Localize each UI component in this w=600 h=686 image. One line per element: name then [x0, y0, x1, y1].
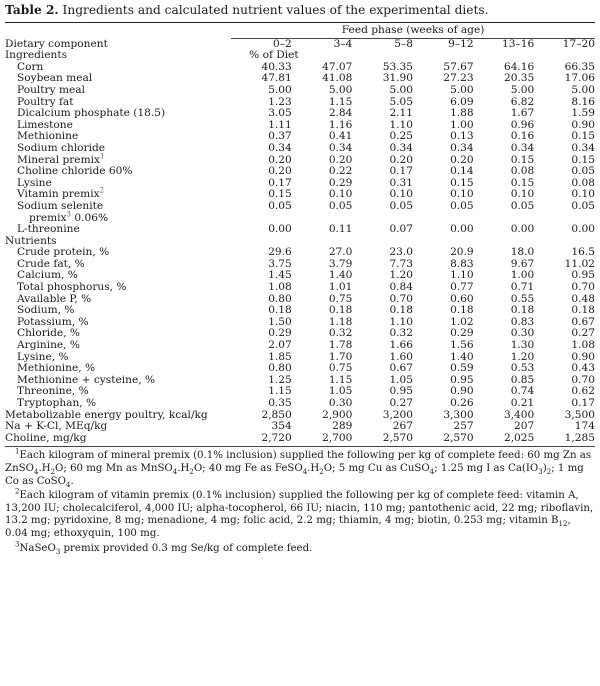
- table-cell: 0.05: [268, 199, 292, 212]
- row-label: Corn: [17, 60, 44, 73]
- row-label: Calcium, %: [17, 269, 78, 282]
- table-cell: 0.20: [328, 153, 353, 166]
- table-row: [5, 108, 595, 120]
- row-label: Sodium selenite: [17, 199, 104, 212]
- table-cell: 2,720: [261, 431, 292, 444]
- table-cell: 1.66: [389, 339, 414, 352]
- table-cell: 1.18: [328, 315, 353, 328]
- footnote-1: $^1$Each kilogram of mineral premix (0.1% inclusion) supplied the following per kg of complete feed: 60 mg Zn as $ZnSO_4.H_2O$; 60 mg Mn as $MnSO_4.H_2O$; 40 mg Fe as $FeSO_4.H_2O$; 5 mg Cu as CuSO$_4$; 1.25 mg I as $Ca(IO_3)_2$; 1 mg Co as CoSO$_4$.: [5, 447, 592, 489]
- table-cell: 0.35: [268, 397, 292, 409]
- table-cell: 1.23: [268, 95, 292, 108]
- table-cell: 0.15: [268, 188, 292, 201]
- table-cell: 0.05: [571, 165, 595, 178]
- row-label-header: Dietary component: [5, 37, 108, 50]
- row-label: Lysine: [17, 176, 52, 189]
- table-cell: 0.67: [571, 315, 595, 328]
- row-label: Poultry meal: [17, 83, 85, 96]
- table-cell: 0.08: [510, 165, 535, 178]
- row-label: Mineral premix$^1$: [17, 152, 105, 166]
- table-cell: 0.10: [389, 188, 414, 201]
- footnote-mark[interactable]: 2: [99, 186, 105, 195]
- table-cell: 5.05: [389, 95, 414, 108]
- table-cell: 5.00: [389, 83, 414, 96]
- table-cell: 0.48: [571, 292, 595, 305]
- table-row: [5, 166, 595, 178]
- table-cell: 57.67: [443, 60, 474, 73]
- table-cell: 0.15: [450, 176, 474, 189]
- row-label: Choline chloride 60%: [17, 165, 133, 178]
- row-label: Tryptophan, %: [17, 397, 97, 409]
- table-caption: Ingredients and calculated nutrient values of the experimental diets.: [62, 3, 489, 17]
- row-label: Available P, %: [17, 292, 92, 305]
- table-cell: 0.00: [450, 223, 474, 236]
- row-label: Na + K-Cl, MEq/kg: [5, 420, 108, 433]
- table-cell: 0.84: [389, 281, 414, 294]
- table-cell: 6.09: [450, 95, 474, 108]
- table-cell: 64.16: [503, 60, 535, 73]
- table-cell: 207: [514, 420, 535, 433]
- table-cell: 3.05: [268, 107, 292, 120]
- table-cell: 47.81: [261, 72, 292, 85]
- table-cell: 2,570: [382, 431, 414, 444]
- table-cell: 2.07: [268, 339, 292, 352]
- unit-label: % of Diet: [249, 49, 299, 62]
- table-row: [5, 328, 595, 340]
- table-cell: 2,700: [322, 431, 353, 444]
- table-cell: 0.83: [510, 315, 535, 328]
- row-label: Dicalcium phosphate (18.5): [17, 107, 166, 120]
- table-cell: 1.50: [268, 315, 292, 328]
- row-label: Soybean meal: [17, 72, 93, 85]
- table-cell: 9.67: [510, 257, 535, 270]
- table-cell: 1.08: [571, 339, 595, 352]
- table-cell: 2,850: [261, 408, 292, 421]
- table-cell: 0.00: [571, 223, 595, 236]
- table-cell: 0.15: [571, 130, 595, 143]
- table-cell: 0.30: [510, 327, 535, 340]
- table-cell: 0.14: [450, 165, 474, 178]
- table-cell: 0.62: [571, 385, 595, 398]
- table-cell: 18.0: [510, 246, 535, 259]
- table-cell: 0.90: [450, 385, 474, 398]
- table-row: [5, 247, 595, 259]
- table-row: [5, 213, 595, 225]
- row-label: Potassium, %: [17, 315, 89, 328]
- table-cell: 1.25: [268, 373, 292, 386]
- table-row: [5, 73, 595, 85]
- table-row: [5, 85, 595, 97]
- row-label: Crude fat, %: [17, 257, 85, 270]
- table-cell: 0.59: [450, 362, 474, 375]
- table-cell: 0.18: [510, 304, 535, 317]
- table-cell: 0.80: [268, 292, 292, 305]
- table-cell: 5.00: [510, 83, 535, 96]
- table-cell: 0.34: [268, 141, 292, 154]
- table-title: [5, 2, 595, 18]
- table-cell: 3,500: [564, 408, 595, 421]
- table-cell: 0.07: [389, 223, 414, 236]
- table-cell: 1.88: [450, 107, 474, 120]
- table-cell: 0.34: [328, 141, 353, 154]
- table-cell: 1.16: [328, 118, 353, 131]
- table-row: [5, 282, 595, 294]
- table-cell: 0.75: [328, 362, 353, 375]
- table-cell: 0.95: [571, 269, 595, 282]
- table-row: [5, 224, 595, 236]
- table-cell: 0.20: [389, 153, 414, 166]
- table-cell: 0.20: [450, 153, 474, 166]
- row-label: Metabolizable energy poultry, kcal/kg: [5, 408, 208, 421]
- table-cell: 0.05: [389, 199, 414, 212]
- table-cell: 0.17: [571, 397, 595, 409]
- table-cell: 0.20: [268, 153, 292, 166]
- table-row: [5, 340, 595, 352]
- table-cell: 11.02: [564, 257, 595, 270]
- table-cell: 1.78: [328, 339, 353, 352]
- table-row: [5, 294, 595, 306]
- phase-header: 9–12: [448, 37, 474, 50]
- table-cell: 3,400: [503, 408, 535, 421]
- table-cell: 0.29: [268, 327, 292, 340]
- table-cell: 1.08: [268, 281, 292, 294]
- table-cell: 0.05: [328, 199, 353, 212]
- table-cell: 5.00: [268, 83, 292, 96]
- table-cell: 0.37: [268, 130, 292, 143]
- table-cell: 1.05: [328, 385, 353, 398]
- table-cell: 0.96: [510, 118, 535, 131]
- table-cell: 3.75: [268, 257, 292, 270]
- table-cell: 0.18: [328, 304, 353, 317]
- table-label: Table 2.: [5, 3, 59, 17]
- row-label: Choline, mg/kg: [5, 431, 87, 444]
- table-cell: 0.26: [450, 397, 474, 409]
- table-cell: 1.02: [450, 315, 474, 328]
- table-cell: 0.60: [450, 292, 474, 305]
- table-cell: 1.45: [268, 269, 292, 282]
- table-cell: 0.18: [571, 304, 595, 317]
- table-cell: 0.00: [268, 223, 292, 236]
- table-cell: 0.11: [328, 223, 353, 236]
- row-label: Poultry fat: [17, 95, 74, 108]
- table-cell: 1.10: [389, 315, 414, 328]
- table-cell: 0.13: [450, 130, 474, 143]
- table-cell: 0.71: [510, 281, 535, 294]
- table-cell: 8.16: [571, 95, 595, 108]
- phase-header: 17–20: [562, 37, 595, 50]
- table-cell: 0.34: [510, 141, 535, 154]
- table-cell: 0.27: [571, 327, 595, 340]
- table-cell: 0.22: [328, 165, 353, 178]
- table-cell: 0.16: [510, 130, 535, 143]
- table-cell: 7.73: [389, 257, 414, 270]
- table-cell: 0.08: [571, 176, 595, 189]
- table-cell: 0.21: [510, 397, 535, 409]
- section-label-nutrients: Nutrients: [5, 234, 57, 247]
- table-cell: 1.15: [268, 385, 292, 398]
- table-cell: 1.15: [328, 373, 353, 386]
- phase-header: 3–4: [333, 37, 353, 50]
- phase-header: 0–2: [273, 37, 292, 50]
- feed-phase-header: Feed phase (weeks of age): [231, 23, 595, 39]
- table-cell: 0.75: [328, 292, 353, 305]
- table-cell: 0.90: [571, 350, 595, 363]
- table-cell: 17.06: [564, 72, 595, 85]
- table-cell: 1.11: [268, 118, 292, 131]
- table-row: [5, 433, 595, 445]
- table-cell: 3,300: [443, 408, 474, 421]
- row-label: Sodium, %: [17, 304, 75, 317]
- table-cell: 1.10: [450, 269, 474, 282]
- table-cell: 0.70: [571, 373, 595, 386]
- table-cell: 0.05: [450, 199, 474, 212]
- table-cell: 1,285: [564, 431, 595, 444]
- footnote-2: $^2$Each kilogram of vitamin premix (0.1% inclusion) supplied the following per kg of complete feed: vitamin A, 13,200 IU; cholecalciferol, 4,000 IU; alpha-tocopherol, 66 IU; niacin, 110 mg; pantothenic acid, 22 mg; riboflavin, 13.2 mg; pyridoxine, 8 mg; menadione, 4 mg; folic acid, 2.2 mg; thiamin, 4 mg; biotin, 0.253 mg; vitamin $B_{12}$, 0.04 mg; ethoxyquin, 100 mg.: [5, 487, 594, 539]
- table-cell: 0.95: [450, 373, 474, 386]
- table-cell: 1.67: [510, 107, 535, 120]
- table-cell: 1.56: [450, 339, 474, 352]
- table-cell: 1.70: [328, 350, 353, 363]
- table-cell: 0.70: [571, 281, 595, 294]
- table-cell: 2,025: [503, 431, 535, 444]
- row-label: Lysine, %: [17, 350, 69, 363]
- table-cell: 1.40: [328, 269, 353, 282]
- row-label: Methionine, %: [17, 362, 96, 375]
- table-cell: 0.95: [389, 385, 414, 398]
- table-cell: 0.80: [268, 362, 292, 375]
- table-cell: 0.67: [389, 362, 414, 375]
- table-body: [5, 50, 595, 444]
- table-cell: 3,200: [382, 408, 414, 421]
- table-cell: 1.01: [328, 281, 353, 294]
- table-cell: 0.70: [389, 292, 414, 305]
- table-cell: 1.20: [510, 350, 535, 363]
- footnote-3: $^3$NaSeO$_3$ premix provided 0.3 mg Se/kg of complete feed.: [15, 540, 313, 556]
- row-label: Arginine, %: [17, 339, 80, 352]
- table-cell: 5.00: [571, 83, 595, 96]
- table-cell: 1.85: [268, 350, 292, 363]
- table-cell: 20.9: [450, 246, 474, 259]
- table-cell: 1.30: [510, 339, 535, 352]
- table-cell: 20.35: [503, 72, 535, 85]
- table-cell: 1.20: [389, 269, 414, 282]
- row-label: L-threonine: [17, 223, 80, 236]
- table-cell: 2.11: [389, 107, 414, 120]
- table-cell: 0.18: [450, 304, 474, 317]
- footnote-mark[interactable]: 1: [100, 152, 105, 160]
- footnote-mark[interactable]: 3: [66, 209, 71, 218]
- row-label: Chloride, %: [17, 327, 80, 340]
- table-cell: 0.32: [328, 327, 353, 340]
- table-row: [5, 375, 595, 387]
- table-cell: 1.60: [389, 350, 414, 363]
- table-row: [5, 305, 595, 317]
- table-cell: 289: [332, 420, 353, 433]
- table-cell: 0.17: [389, 165, 414, 178]
- table-cell: 2,570: [443, 431, 474, 444]
- table-cell: 0.53: [510, 362, 535, 375]
- table-cell: 0.85: [510, 373, 535, 386]
- table-cell: 257: [453, 420, 474, 433]
- table-cell: 0.15: [571, 153, 595, 166]
- table-cell: 0.20: [268, 165, 292, 178]
- table-cell: 0.43: [571, 362, 595, 375]
- table-cell: 0.55: [510, 292, 535, 305]
- table-cell: 0.18: [268, 304, 292, 317]
- table-cell: 41.08: [322, 72, 353, 85]
- row-label: Threonine, %: [17, 385, 89, 398]
- table-cell: 1.10: [389, 118, 414, 131]
- table-cell: 2,900: [322, 408, 353, 421]
- table-cell: 0.77: [450, 281, 474, 294]
- table-cell: 1.40: [450, 350, 474, 363]
- table-cell: 0.90: [571, 118, 595, 131]
- row-label: Limestone: [17, 118, 73, 131]
- table-cell: 6.82: [510, 95, 535, 108]
- table-cell: 0.34: [571, 141, 595, 154]
- table-cell: 0.15: [510, 176, 535, 189]
- table-cell: 47.07: [322, 60, 353, 73]
- table-row: [5, 259, 595, 271]
- phase-header: 13–16: [502, 37, 535, 50]
- table-cell: 29.6: [268, 246, 292, 259]
- table-cell: 0.30: [328, 397, 353, 409]
- table-cell: 0.00: [510, 223, 535, 236]
- table-cell: 8.83: [450, 257, 474, 270]
- table-cell: 0.10: [571, 188, 595, 201]
- table-cell: 23.0: [389, 246, 414, 259]
- table-cell: 1.00: [450, 118, 474, 131]
- table-cell: 0.74: [510, 385, 535, 398]
- diet-table: [5, 22, 595, 444]
- table-cell: 0.41: [328, 130, 353, 143]
- row-label: Methionine + cysteine, %: [17, 373, 156, 386]
- table-cell: 0.27: [389, 397, 414, 409]
- table-cell: 0.18: [389, 304, 414, 317]
- table-cell: 0.31: [389, 176, 414, 189]
- table-cell: 0.34: [450, 141, 474, 154]
- row-label: Crude protein, %: [17, 246, 110, 259]
- section-label-ingredients: Ingredients: [5, 49, 68, 62]
- table-cell: 1.00: [510, 269, 535, 282]
- row-label: Vitamin premix$^2$: [17, 186, 105, 201]
- table-row: [5, 120, 595, 132]
- table-cell: 27.0: [328, 246, 353, 259]
- table-cell: 5.00: [450, 83, 474, 96]
- table-cell: 354: [271, 420, 292, 433]
- table-cell: 0.05: [571, 199, 595, 212]
- table-cell: 2.84: [328, 107, 353, 120]
- table-cell: 16.5: [571, 246, 595, 259]
- table-cell: 267: [392, 420, 414, 433]
- footnotes: [5, 447, 595, 556]
- row-label: Sodium chloride: [17, 141, 106, 154]
- table-cell: 3.79: [328, 257, 353, 270]
- table-cell: 0.29: [328, 176, 353, 189]
- table-cell: 0.10: [450, 188, 474, 201]
- table-cell: 0.34: [389, 141, 414, 154]
- row-label: Methionine: [17, 130, 79, 143]
- table-cell: 1.05: [389, 373, 414, 386]
- table-cell: 0.05: [510, 199, 535, 212]
- table-cell: 0.10: [328, 188, 353, 201]
- table-cell: 0.32: [389, 327, 414, 340]
- table-cell: 0.29: [450, 327, 474, 340]
- table-cell: 1.59: [571, 107, 595, 120]
- table-row: [5, 317, 595, 329]
- table-cell: 40.33: [261, 60, 292, 73]
- table-cell: 5.00: [328, 83, 353, 96]
- table-cell: 0.15: [510, 153, 535, 166]
- table-cell: 27.23: [443, 72, 474, 85]
- table-cell: 0.17: [268, 176, 292, 189]
- table-cell: 66.35: [564, 60, 595, 73]
- table-cell: 0.10: [510, 188, 535, 201]
- table-cell: 0.25: [389, 130, 414, 143]
- table-cell: 31.90: [382, 72, 414, 85]
- table-cell: 53.35: [382, 60, 414, 73]
- table-cell: 174: [574, 420, 595, 433]
- table-cell: 1.15: [328, 95, 353, 108]
- row-label: Total phosphorus, %: [17, 281, 127, 294]
- row-label-continued: premix$^3$ 0.06%: [29, 209, 109, 224]
- phase-header: 5–8: [394, 37, 414, 50]
